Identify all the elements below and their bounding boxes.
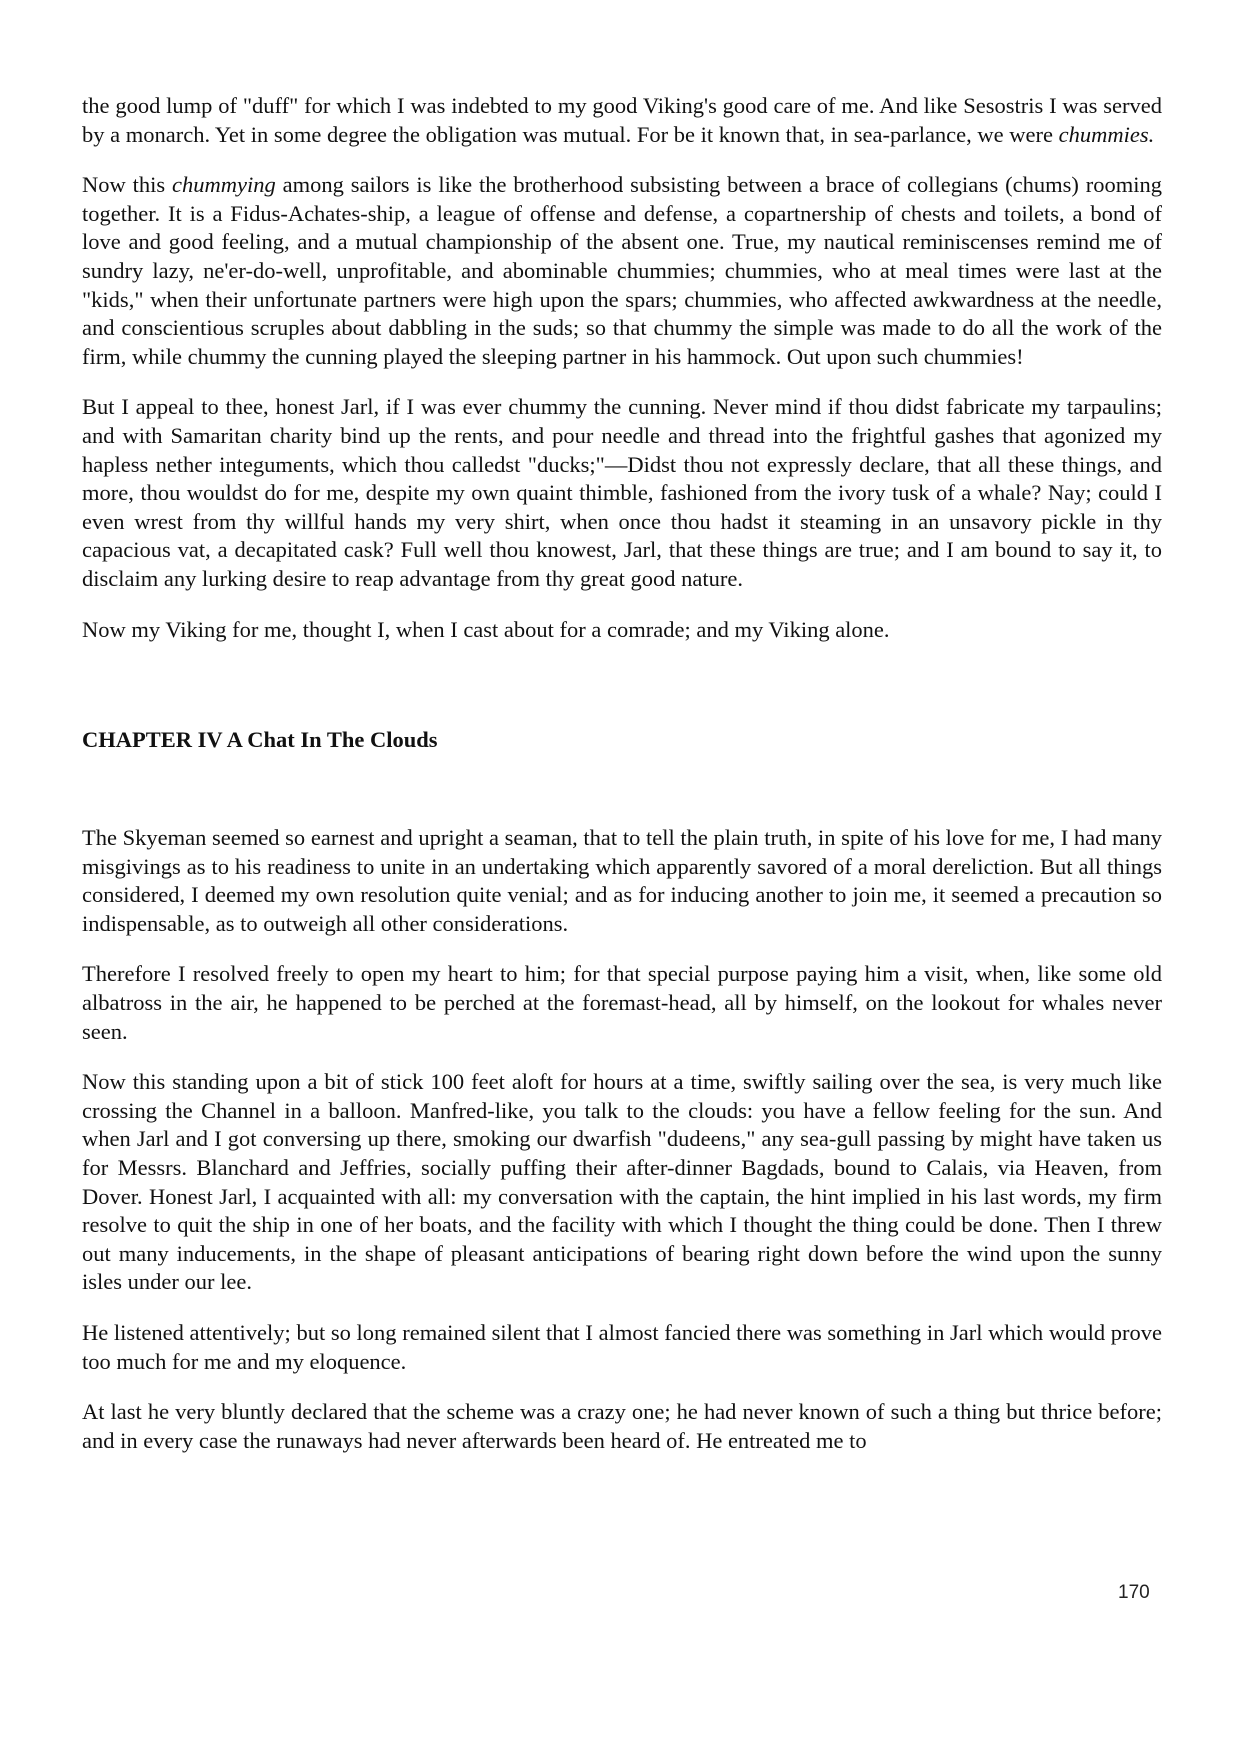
chapter-spacer: [82, 754, 1162, 824]
body-text-before-chapter: [82, 92, 1162, 644]
page-number: 170: [1118, 1582, 1150, 1603]
paragraph: [82, 960, 1162, 1046]
text-run: At last he very bluntly declared that the scheme was a crazy one; he had never known of such a thing but thrice before; and in every case the runaways had never afterwards been heard of. He entreated me to: [82, 1399, 1162, 1453]
text-run: the good lump of "duff" for which I was indebted to my good Viking's good care of me. And like Sesostris I was served by a monarch. Yet in some degree the obligation was mutual. For be it known that, in sea-parlance, we were: [82, 93, 1162, 147]
paragraph: [82, 1319, 1162, 1376]
italic-text: chummying: [172, 172, 276, 198]
paragraph: [82, 92, 1162, 149]
text-run: Now this: [82, 172, 173, 198]
italic-text: chummies.: [1058, 121, 1155, 147]
paragraph: [82, 393, 1162, 593]
text-run: But I appeal to thee, honest Jarl, if I was ever chummy the cunning. Never mind if thou didst fabricate my tarpaulins; and with Samaritan charity bind up the rents, and pour needle and thread into the frightful gashes that agonized my hapless nether integuments, which thou calledst "ducks;"—Didst thou not expressly declare, that all these things, and more, thou wouldst do for me, despite my own quaint thimble, fashioned from the ivory tusk of a whale? Nay; could I even wrest from thy willful hands my very shirt, when once thou hadst it steaming in an unsavory pickle in thy capacious vat, a decapitated cask? Full well thou knowest, Jarl, that these things are true; and I am bound to say it, to disclaim any lurking desire to reap advantage from thy great good nature.: [82, 394, 1162, 591]
document-page: [82, 92, 1162, 1477]
paragraph: [82, 616, 1162, 645]
text-run: Therefore I resolved freely to open my heart to him; for that special purpose paying him a visit, when, like some old albatross in the air, he happened to be perched at the foremast-head, all by himself, on the lookout for whales never seen.: [82, 961, 1162, 1044]
text-run: among sailors is like the brotherhood subsisting between a brace of collegians (chums) rooming together. It is a Fidus-Achates-ship, a league of offense and defense, a copartnership of chests and toilets, a bond of love and good feeling, and a mutual championship of the absent one. True, my nautical reminiscenses remind me of sundry lazy, ne'er-do-well, unprofitable, and abominable chummies; chummies, who at meal times were last at the "kids," when their unfortunate partners were high upon the spars; chummies, who affected awkwardness at the needle, and conscientious scruples about dabbling in the suds; so that chummy the simple was made to do all the work of the firm, while chummy the cunning played the sleeping partner in his hammock. Out upon such chummies!: [82, 172, 1163, 369]
paragraph: [82, 1068, 1162, 1297]
text-run: He listened attentively; but so long remained silent that I almost fancied there was something in Jarl which would prove too much for me and my eloquence.: [82, 1320, 1162, 1374]
paragraph: [82, 171, 1162, 371]
text-run: Now my Viking for me, thought I, when I cast about for a comrade; and my Viking alone.: [82, 616, 890, 642]
text-run: The Skyeman seemed so earnest and upright a seaman, that to tell the plain truth, in spite of his love for me, I had many misgivings as to his readiness to unite in an undertaking which apparently savored of a moral dereliction. But all things considered, I deemed my own resolution quite venial; and as for inducing another to join me, it seemed a precaution so indispensable, as to outweigh all other considerations.: [82, 825, 1162, 936]
body-text-after-chapter: [82, 824, 1162, 1455]
chapter-heading: CHAPTER IV A Chat In The Clouds: [82, 727, 438, 753]
paragraph: [82, 1398, 1162, 1455]
text-run: Now this standing upon a bit of stick 100 feet aloft for hours at a time, swiftly sailing over the sea, is very much like crossing the Channel in a balloon. Manfred-like, you talk to the clouds: you have a fellow feeling for the sun. And when Jarl and I got conversing up there, smoking our dwarfish "dudeens," any sea-gull passing by might have taken us for Messrs. Blanchard and Jeffries, socially puffing their after-dinner Bagdads, bound to Calais, via Heaven, from Dover. Honest Jarl, I acquainted with all: my conversation with the captain, the hint implied in his last words, my firm resolve to quit the ship in one of her boats, and the facility with which I thought the thing could be done. Then I threw out many inducements, in the shape of pleasant anticipations of bearing right down before the wind upon the sunny isles under our lee.: [82, 1069, 1162, 1295]
paragraph: [82, 824, 1162, 938]
